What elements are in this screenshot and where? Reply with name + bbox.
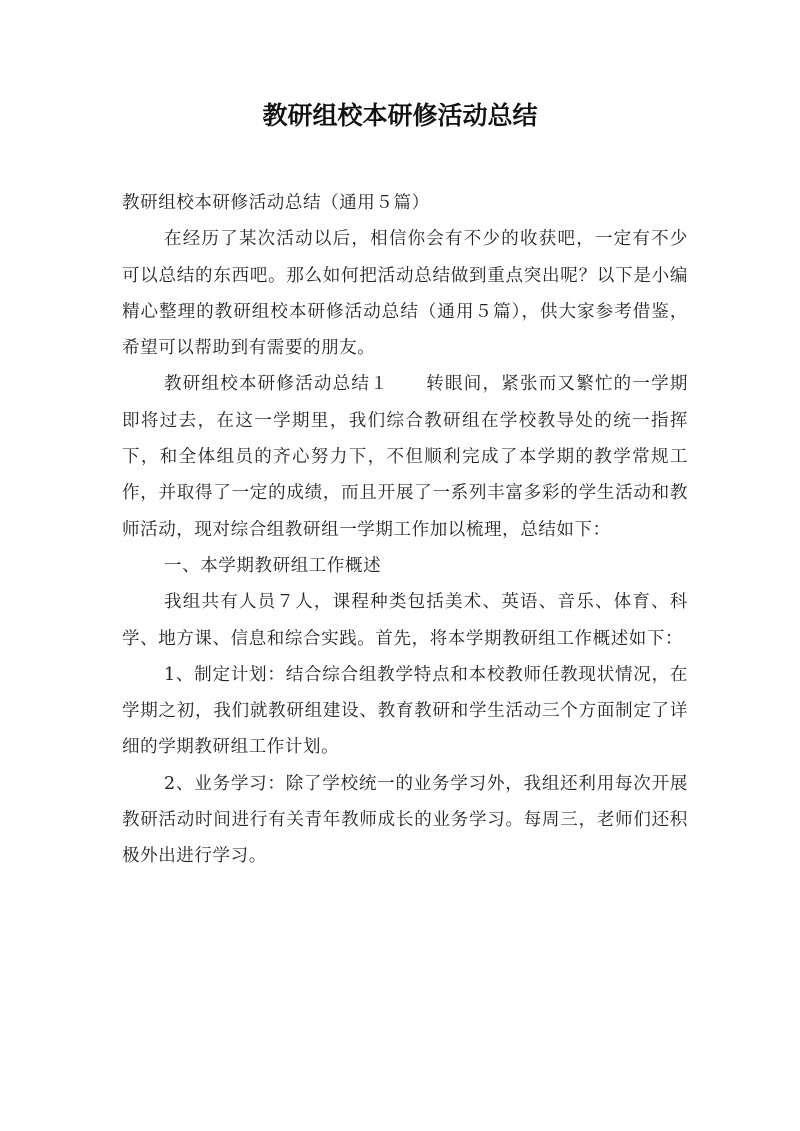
summary-one-paragraph: 教研组校本研修活动总结１ 转眼间，紧张而又繁忙的一学期即将过去，在这一学期里，我们综合教研组在学校教导处的统一指挥下，和全体组员的齐心努力下，不但顺利完成了本学期的教学常规工作，并取得了一定的成绩，而且开展了一系列丰富多彩的学生活动和教师活动，现对综合组教研组一学期工作加以梳理，总结如下： — [122, 374, 688, 540]
intro-paragraph: 在经历了某次活动以后，相信你会有不少的收获吧，一定有不少可以总结的东西吧。那么如何把活动总结做到重点突出呢？以下是小编精心整理的教研组校本研修活动总结（通用５篇），供大家参考借鉴，希望可以帮助到有需要的朋友。 — [122, 229, 688, 359]
document-body — [122, 185, 688, 875]
plan-paragraph: 1、制定计划：结合综合组教学特点和本校教师任教现状情况，在学期之初，我们就教研组建设、教育教研和学生活动三个方面制定了详细的学期教研组工作计划。 — [122, 664, 688, 758]
staff-overview-paragraph: 我组共有人员７人，课程种类包括美术、英语、音乐、体育、科学、地方课、信息和综合实践。首先，将本学期教研组工作概述如下： — [122, 592, 688, 649]
document-title: 教研组校本研修活动总结 — [262, 101, 538, 130]
study-paragraph: 2、业务学习：除了学校统一的业务学习外，我组还利用每次开展教研活动时间进行有关青年教师成长的业务学习。每周三，老师们还积极外出进行学习。 — [122, 773, 688, 867]
document-subtitle: 教研组校本研修活动总结（通用５篇） — [122, 193, 430, 213]
section-heading: 一、本学期教研组工作概述 — [164, 555, 382, 576]
